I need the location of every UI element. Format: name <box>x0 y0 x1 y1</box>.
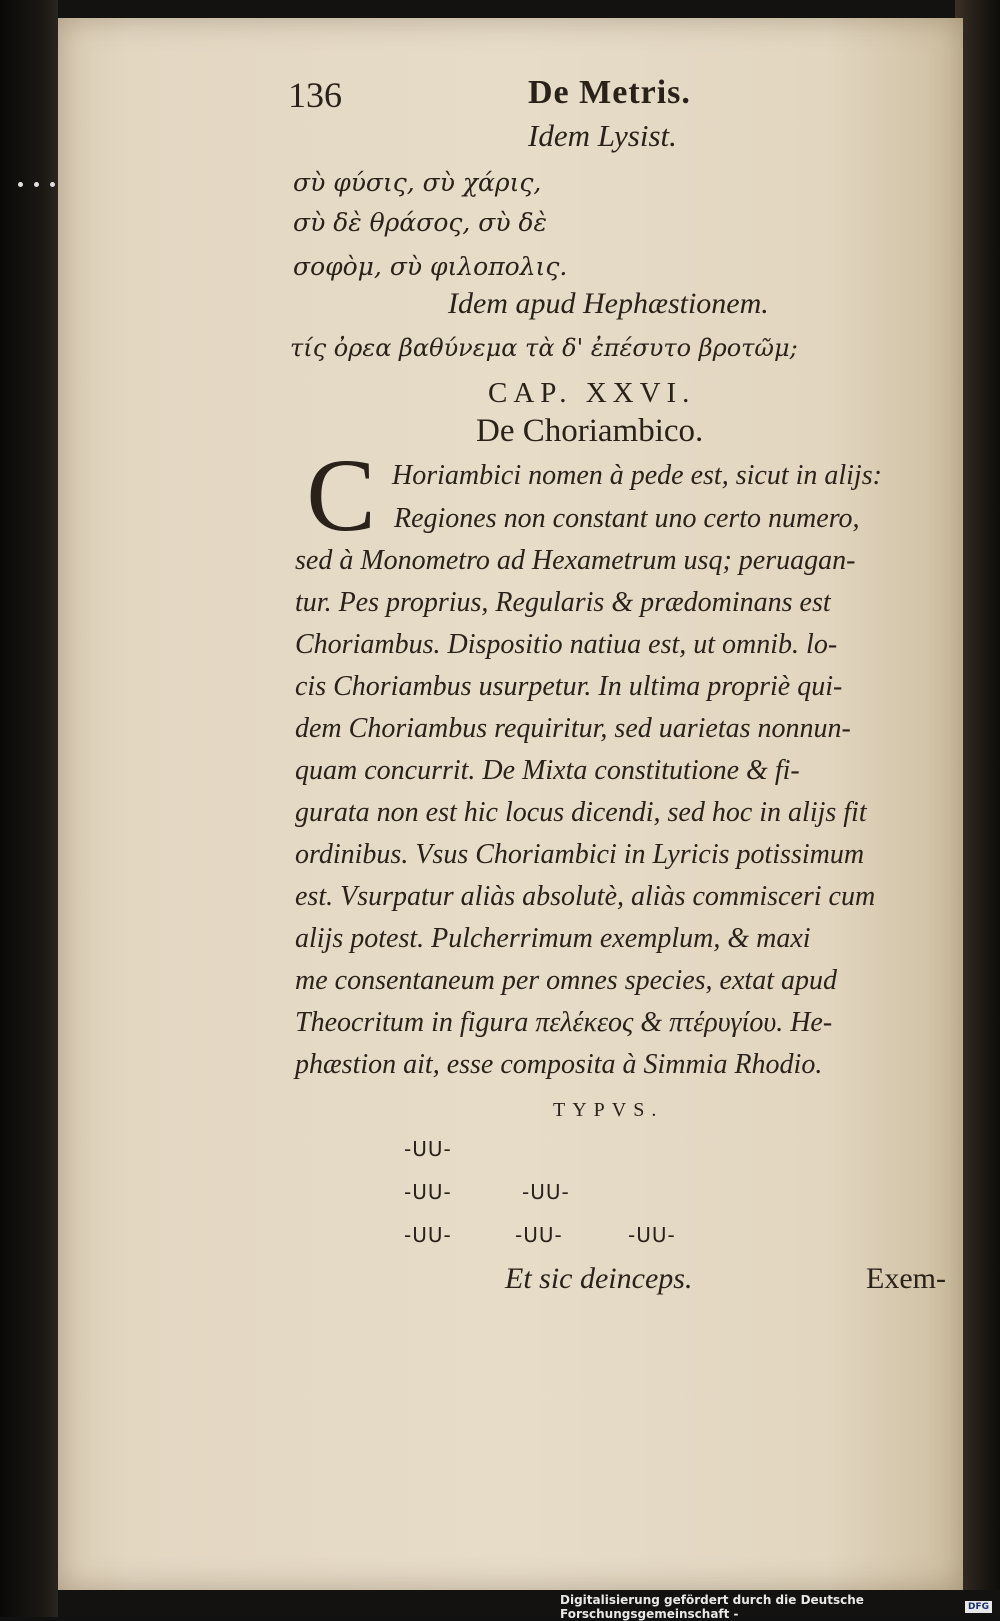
closing-line: Et sic deinceps. <box>505 1262 693 1295</box>
body-line: sed à Monometro ad Hexametrum usq; peruagan- <box>295 545 856 576</box>
margin-dot <box>34 182 39 187</box>
greek-verse-line: σοφὸμ, σὺ φιλοπολις. <box>293 252 568 281</box>
body-line: Theocritum in figura πελέκεος & πτέρυγίου. He- <box>295 1007 833 1038</box>
catchword: Exem- <box>866 1262 946 1295</box>
greek-verse-line: σὺ δὲ θράσος, σὺ δὲ <box>293 208 547 237</box>
body-line: me consentaneum per omnes species, extat apud <box>295 965 837 996</box>
dfg-logo: DFG <box>965 1601 992 1613</box>
body-line: Horiambici nomen à pede est, sicut in alijs: <box>392 460 882 491</box>
body-line: est. Vsurpatur aliàs absolutè, aliàs commisceri cum <box>295 881 876 912</box>
footer-credit: Digitalisierung gefördert durch die Deutsche Forschungsgemeinschaft - <box>560 1592 864 1621</box>
section-title: De Choriambico. <box>476 413 704 449</box>
binding-edge <box>0 0 58 1617</box>
body-line: dem Choriambus requiritur, sed uarietas nonnun- <box>295 713 851 744</box>
typus-label: TYPVS. <box>553 1099 664 1121</box>
margin-dot <box>50 182 55 187</box>
body-line: ordinibus. Vsus Choriambici in Lyricis potissimum <box>295 839 865 870</box>
body-line: gurata non est hic locus dicendi, sed hoc in alijs fit <box>295 797 867 828</box>
body-line: Choriambus. Dispositio natiua est, ut omnib. lo- <box>295 629 838 660</box>
greek-verse-line: σὺ φύσις, σὺ χάρις, <box>293 168 542 197</box>
meter-pattern: -UU- <box>404 1223 452 1247</box>
body-line: phæstion ait, esse composita à Simmia Rhodio. <box>295 1049 823 1080</box>
body-line: tur. Pes proprius, Regularis & prædominans est <box>295 587 831 618</box>
attribution-lysist: Idem Lysist. <box>528 118 677 153</box>
meter-pattern: -UU- <box>628 1223 676 1247</box>
running-head: De Metris. <box>528 74 691 111</box>
meter-pattern: -UU- <box>515 1223 563 1247</box>
body-line: cis Choriambus usurpetur. In ultima propriè qui- <box>295 671 843 702</box>
drop-cap: C <box>306 438 376 553</box>
body-line: Regiones non constant uno certo numero, <box>394 503 860 534</box>
attribution-hephaestion: Idem apud Hephæstionem. <box>448 287 769 320</box>
page-number: 136 <box>288 75 342 115</box>
body-line: alijs potest. Pulcherrimum exemplum, & maxi <box>295 923 811 954</box>
body-line: quam concurrit. De Mixta constitutione & fi- <box>295 755 800 786</box>
margin-dot <box>18 182 23 187</box>
meter-pattern: -UU- <box>404 1137 452 1161</box>
meter-pattern: -UU- <box>522 1180 570 1204</box>
greek-verse-line: τίς ὀρεα βαθύνεμα τὰ δ' ἐπέσυτο βροτῶμ; <box>290 334 798 362</box>
meter-pattern: -UU- <box>404 1180 452 1204</box>
digitization-footer <box>560 1592 1000 1621</box>
chapter-label: CAP. XXVI. <box>488 377 696 409</box>
